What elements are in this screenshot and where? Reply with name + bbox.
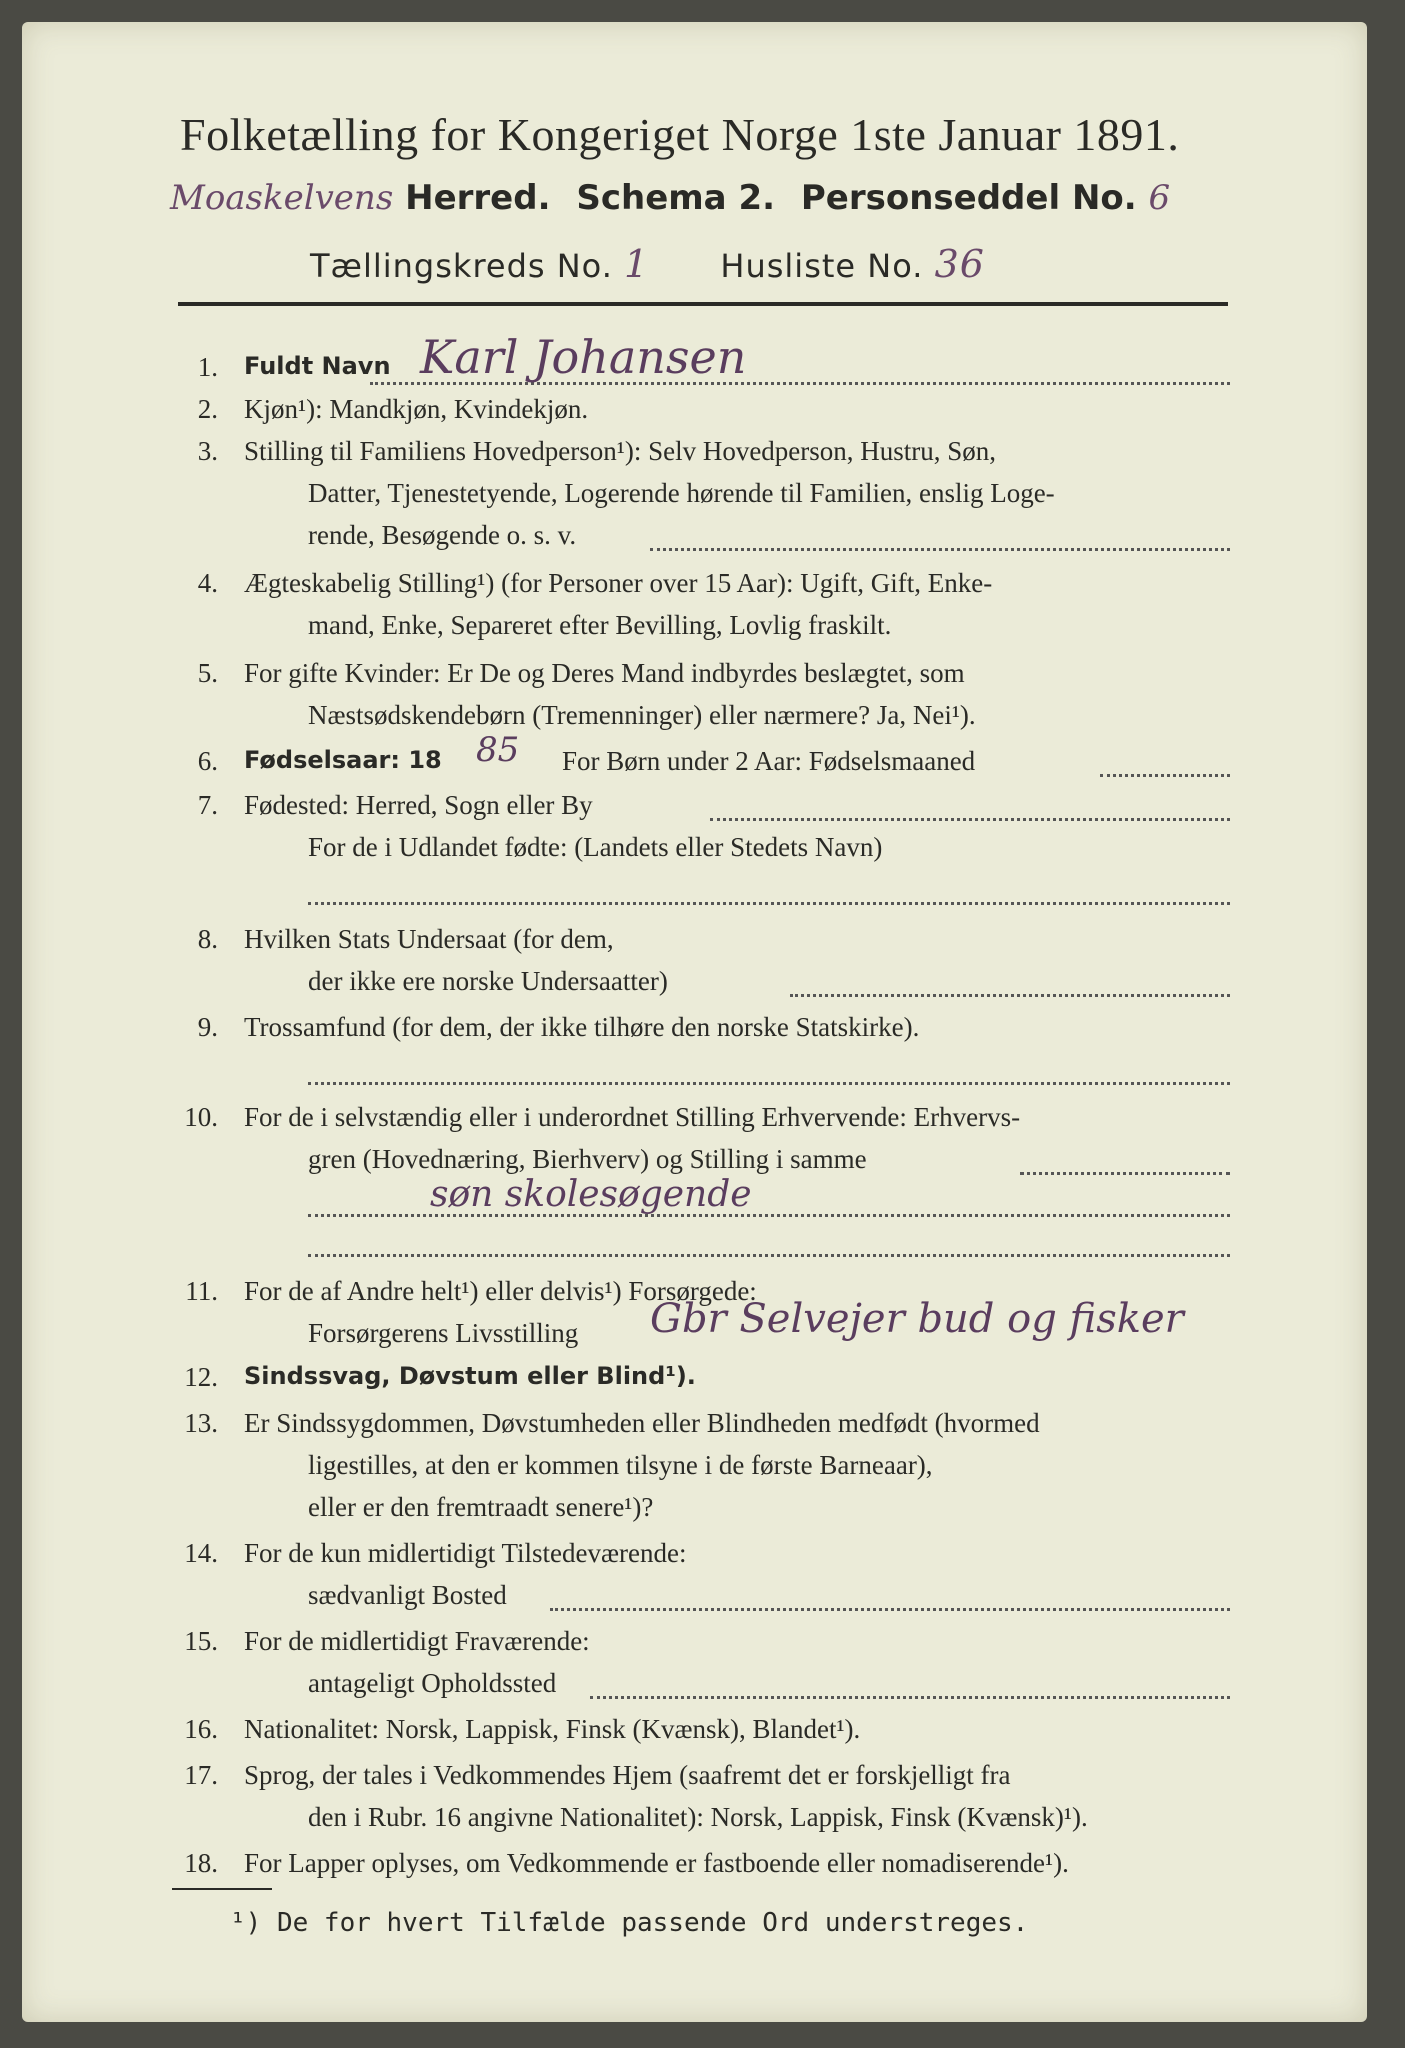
item-text: rende, Besøgende o. s. v.	[308, 520, 577, 550]
answer-line	[790, 994, 1230, 997]
schema-label: Schema 2.	[576, 178, 776, 218]
item-text: Stilling til Familiens Hovedperson¹): Selv Hovedperson, Hustru, Søn,	[244, 436, 997, 466]
answer-line	[650, 548, 1230, 551]
item-text: Sprog, der tales i Vedkommendes Hjem (saafremt det er forskjelligt fra	[244, 1760, 1011, 1790]
answer-line	[1100, 774, 1230, 777]
item-number: 7.	[197, 790, 218, 820]
answer-line	[1020, 1172, 1230, 1175]
item-text: Datter, Tjenestetyende, Logerende hørende til Familien, enslig Loge-	[308, 478, 1055, 508]
item-text: Næstsødskendebørn (Tremenninger) eller nærmere? Ja, Nei¹).	[308, 700, 976, 730]
item-text: For gifte Kvinder: Er De og Deres Mand indbyrdes beslægtet, som	[244, 658, 965, 688]
item-label: Fuldt Navn	[244, 352, 391, 380]
footnote-rule	[172, 1888, 272, 1890]
item-text: For de midlertidigt Fraværende:	[244, 1626, 590, 1656]
item-text: Fødested: Herred, Sogn eller By	[244, 790, 593, 820]
item-text: mand, Enke, Separeret efter Bevilling, Lovlig fraskilt.	[308, 610, 892, 640]
item-text: gren (Hovednæring, Bierhverv) og Stilling i samme	[308, 1144, 867, 1174]
answer-line	[308, 1214, 1230, 1217]
herred-line	[170, 178, 1170, 218]
item-number: 13.	[184, 1408, 218, 1438]
item-text: Forsørgerens Livsstilling	[308, 1318, 579, 1348]
item-number: 11.	[185, 1276, 218, 1306]
item-number: 10.	[184, 1102, 218, 1132]
husliste-label: Husliste No.	[720, 247, 924, 285]
item-text: For de i selvstændig eller i underordnet Stilling Erhvervende: Erhvervs-	[244, 1102, 1021, 1132]
item-number: 14.	[184, 1538, 218, 1568]
item-number: 9.	[197, 1012, 218, 1042]
full-name-answer: Karl Johansen	[420, 330, 747, 384]
item-text: Kjøn¹): Mandkjøn, Kvindekjøn.	[244, 394, 589, 424]
item-number: 17.	[184, 1760, 218, 1790]
item-number: 1.	[197, 352, 218, 382]
footnote: ¹) De for hvert Tilfælde passende Ord understreges.	[230, 1908, 1029, 1938]
item-text: Trossamfund (for dem, der ikke tilhøre den norske Statskirke).	[244, 1012, 920, 1042]
item-text: ligestilles, at den er kommen tilsyne i de første Barneaar),	[308, 1450, 933, 1480]
item-text: der ikke ere norske Undersaatter)	[308, 966, 668, 996]
personseddel-label: Personseddel No.	[800, 178, 1137, 218]
item-text: For de kun midlertidigt Tilstedeværende:	[244, 1538, 687, 1568]
item-text: Er Sindssygdommen, Døvstumheden eller Blindheden medfødt (hvormed	[244, 1408, 1040, 1438]
item-number: 5.	[197, 658, 218, 688]
occupation-answer: søn skolesøgende	[430, 1174, 752, 1215]
header-rule	[178, 302, 1228, 306]
personseddel-number: 6	[1148, 178, 1171, 218]
item-text: den i Rubr. 16 angivne Nationalitet): Norsk, Lappisk, Finsk (Kvænsk)¹).	[308, 1802, 1088, 1832]
item-text: eller er den fremtraadt senere¹)?	[308, 1492, 654, 1522]
form-title: Folketælling for Kongeriget Norge 1ste Januar 1891.	[180, 109, 1180, 160]
answer-line	[590, 1696, 1230, 1699]
item-number: 3.	[197, 436, 218, 466]
item-number: 12.	[184, 1362, 218, 1392]
item-number: 15.	[184, 1626, 218, 1656]
answer-line	[550, 1608, 1230, 1611]
item-text: For Børn under 2 Aar: Fødselsmaaned	[562, 746, 976, 776]
item-text: Hvilken Stats Undersaat (for dem,	[244, 924, 614, 954]
answer-line	[308, 1082, 1230, 1085]
kreds-number: 1	[624, 242, 650, 286]
answer-line	[710, 818, 1230, 821]
answer-line	[308, 1254, 1230, 1257]
item-number: 8.	[197, 924, 218, 954]
kreds-line	[310, 242, 985, 286]
item-number: 18.	[184, 1848, 218, 1878]
kreds-label: Tællingskreds No.	[310, 247, 613, 285]
item-number: 16.	[184, 1714, 218, 1744]
item-number: 6.	[197, 746, 218, 776]
husliste-number: 36	[934, 242, 985, 286]
provider-occupation-answer: Gbr Selvejer bud og fisker	[650, 1296, 1184, 1342]
item-text: sædvanligt Bosted	[308, 1580, 507, 1610]
item-number: 4.	[197, 568, 218, 598]
herred-label: Herred.	[405, 178, 551, 218]
item-text: Fødselsaar: 18	[244, 746, 442, 774]
answer-line	[308, 902, 1230, 905]
item-number: 2.	[197, 394, 218, 424]
item-text: For de i Udlandet fødte: (Landets eller Stedets Navn)	[308, 832, 883, 862]
birth-year-answer: 85	[476, 730, 520, 770]
item-text: For Lapper oplyses, om Vedkommende er fastboende eller nomadiserende¹).	[244, 1848, 1069, 1878]
herred-name: Moaskelvens	[170, 178, 394, 218]
item-text: antageligt Opholdssted	[308, 1668, 557, 1698]
item-text: Ægteskabelig Stilling¹) (for Personer over 15 Aar): Ugift, Gift, Enke-	[244, 568, 993, 598]
item-text: For de af Andre helt¹) eller delvis¹) Forsørgede:	[244, 1276, 757, 1306]
item-text: Nationalitet: Norsk, Lappisk, Finsk (Kvænsk), Blandet¹).	[244, 1714, 861, 1744]
item-text: Sindssvag, Døvstum eller Blind¹).	[244, 1362, 696, 1390]
